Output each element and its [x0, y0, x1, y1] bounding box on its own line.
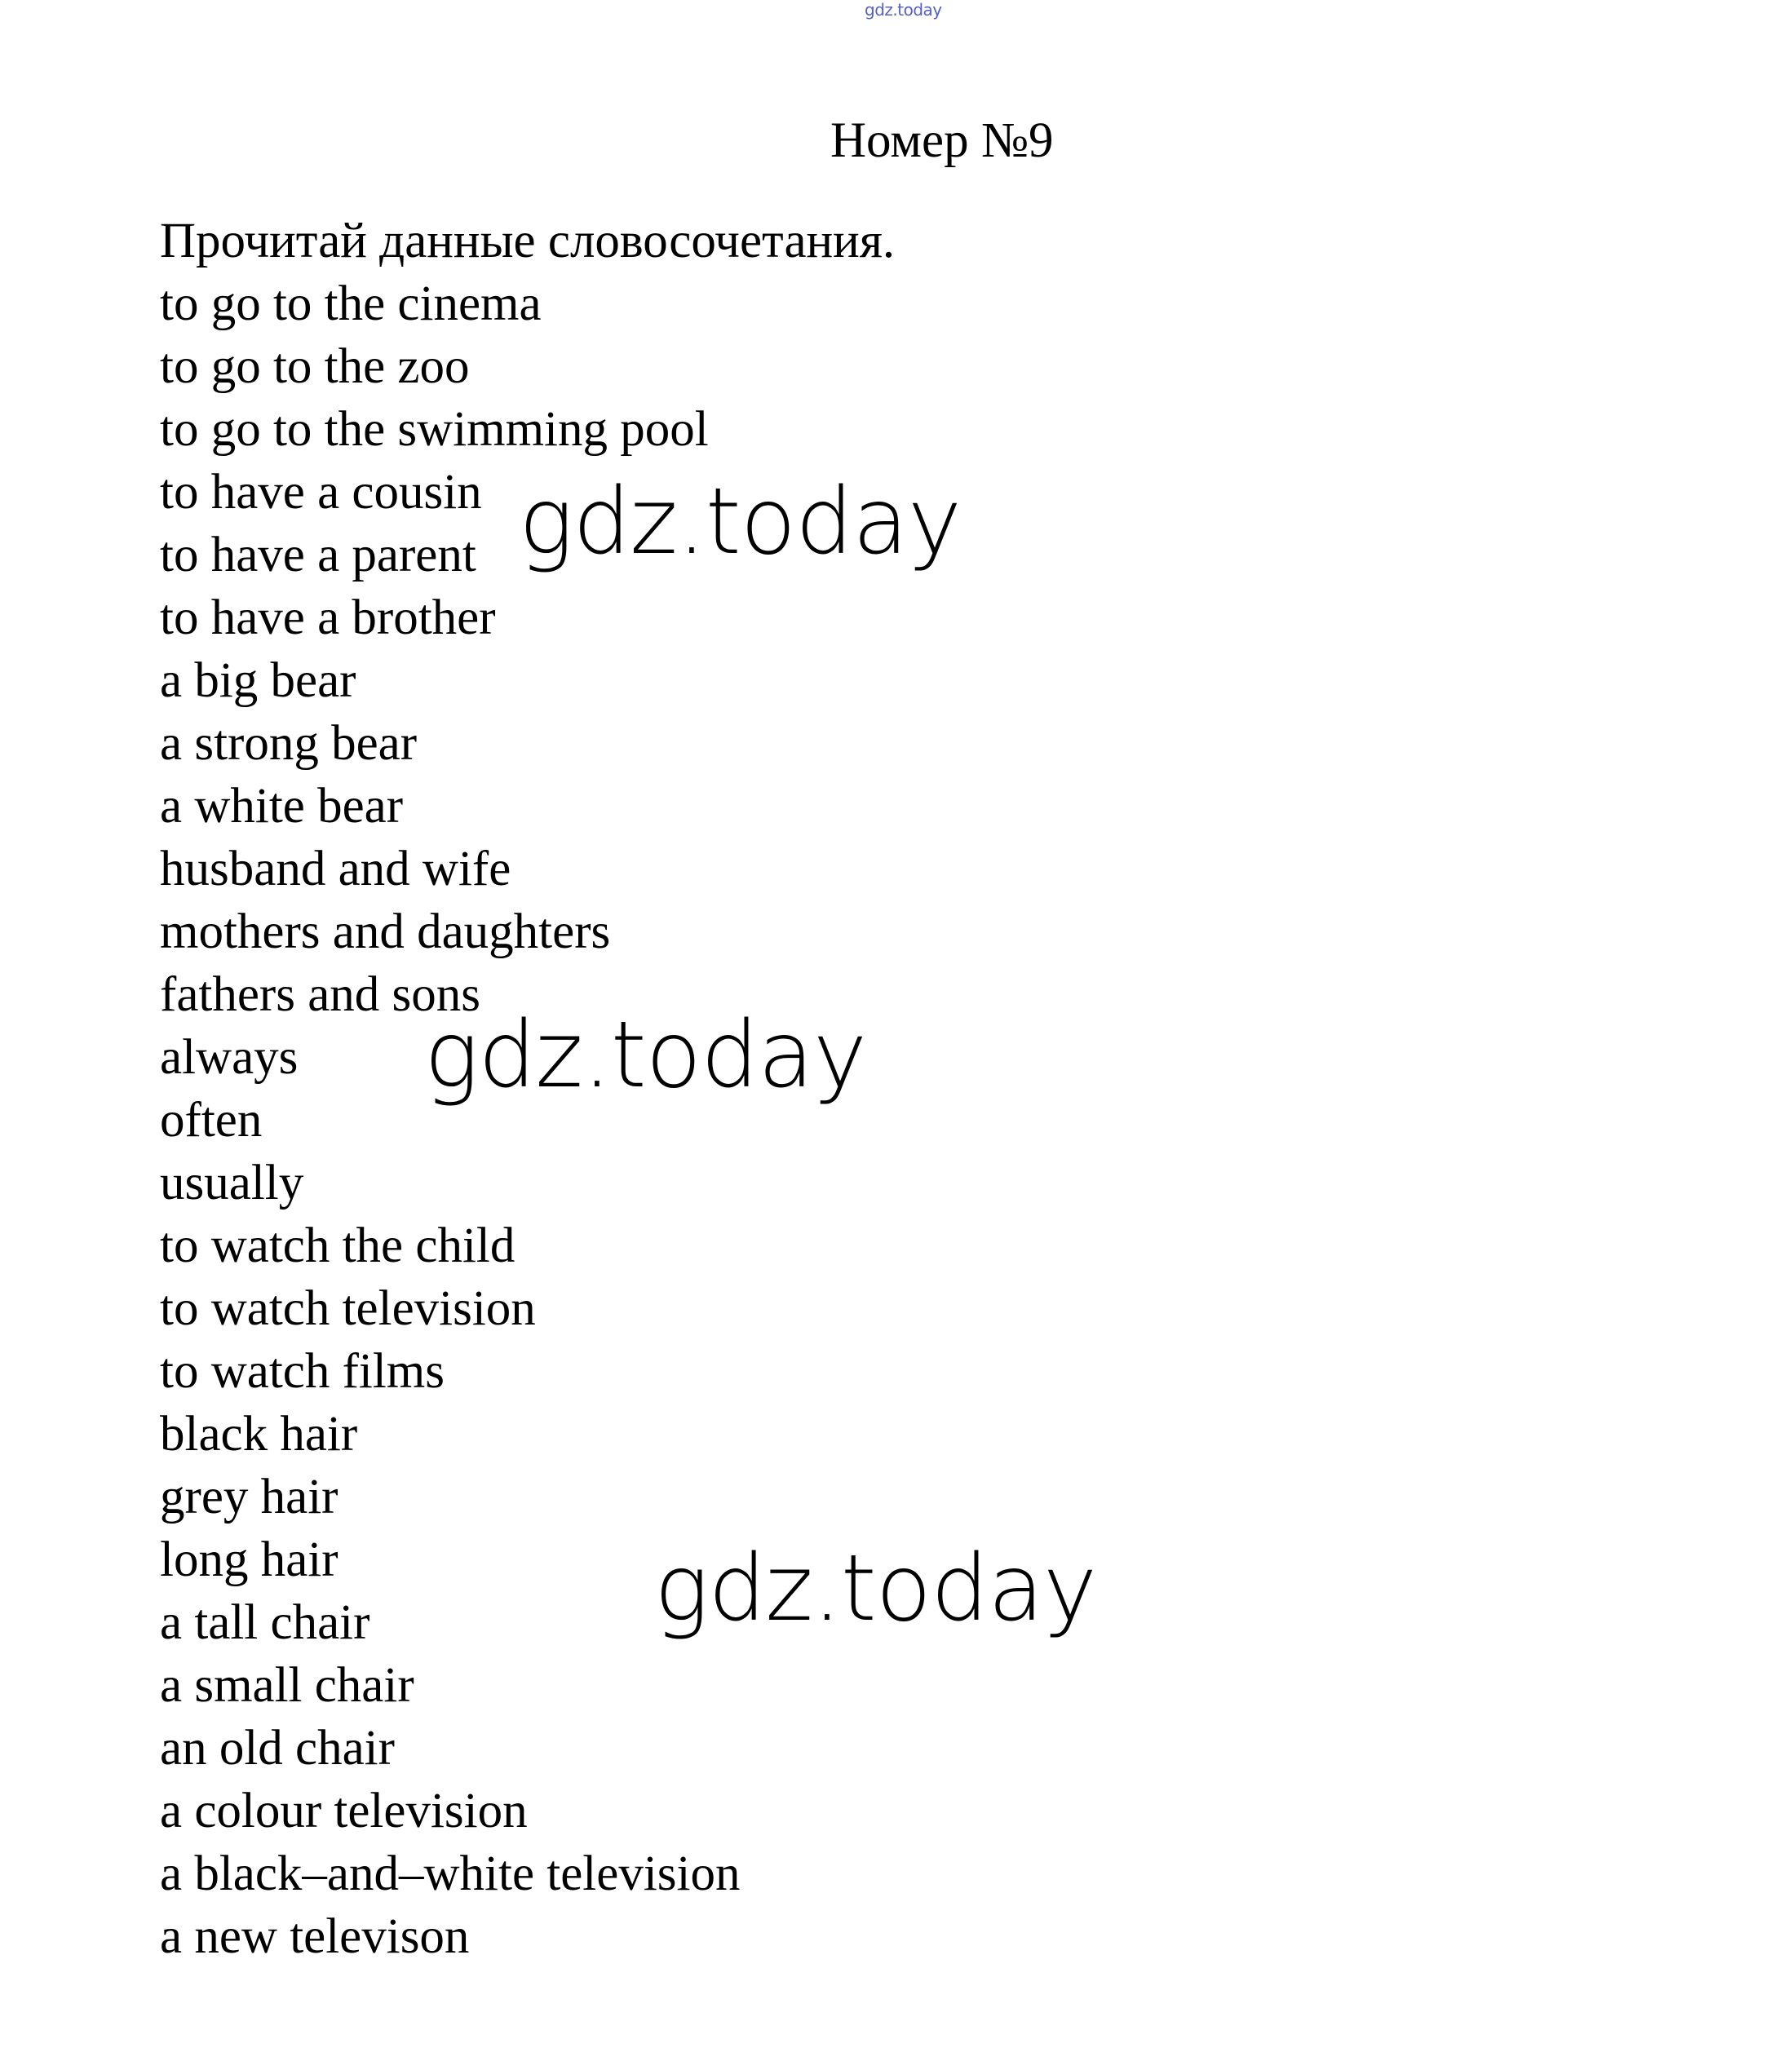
phrase-item: often — [160, 1093, 263, 1148]
watermark: gdz.today — [519, 469, 962, 575]
phrase-item: husband and wife — [160, 842, 511, 896]
watermark: gdz.today — [654, 1536, 1097, 1642]
phrase-item: to watch films — [160, 1344, 445, 1399]
phrase-item: fathers and sons — [160, 967, 481, 1022]
phrase-item: always — [160, 1030, 299, 1085]
page-title: Номер №9 — [830, 113, 1054, 168]
phrase-item: a tall chair — [160, 1595, 370, 1650]
phrase-item: an old chair — [160, 1721, 395, 1776]
phrase-item: to have a brother — [160, 590, 496, 645]
phrase-item: to go to the swimming pool — [160, 402, 709, 457]
phrase-item: a big bear — [160, 653, 356, 708]
phrase-item: a colour television — [160, 1784, 528, 1838]
phrase-item: grey hair — [160, 1470, 338, 1524]
phrase-item: to watch television — [160, 1281, 536, 1336]
phrase-item: to go to the zoo — [160, 339, 470, 394]
phrase-item: mothers and daughters — [160, 904, 611, 959]
phrase-item: a strong bear — [160, 716, 418, 771]
phrase-item: to have a parent — [160, 528, 476, 582]
phrase-item: a small chair — [160, 1658, 414, 1713]
phrase-item: to go to the cinema — [160, 276, 542, 331]
phrase-item: a black–and–white television — [160, 1846, 741, 1901]
watermark: gdz.today — [424, 1002, 867, 1108]
phrase-item: a new televison — [160, 1909, 470, 1964]
phrase-item: long hair — [160, 1532, 338, 1587]
phrase-item: a white bear — [160, 779, 404, 834]
phrase-item: usually — [160, 1156, 304, 1210]
phrase-item: to watch the child — [160, 1218, 515, 1273]
phrase-item: black hair — [160, 1407, 358, 1462]
instruction-text: Прочитай данные словосочетания. — [160, 214, 896, 268]
phrase-item: to have a cousin — [160, 465, 482, 520]
site-mark: gdz.today — [865, 0, 942, 20]
